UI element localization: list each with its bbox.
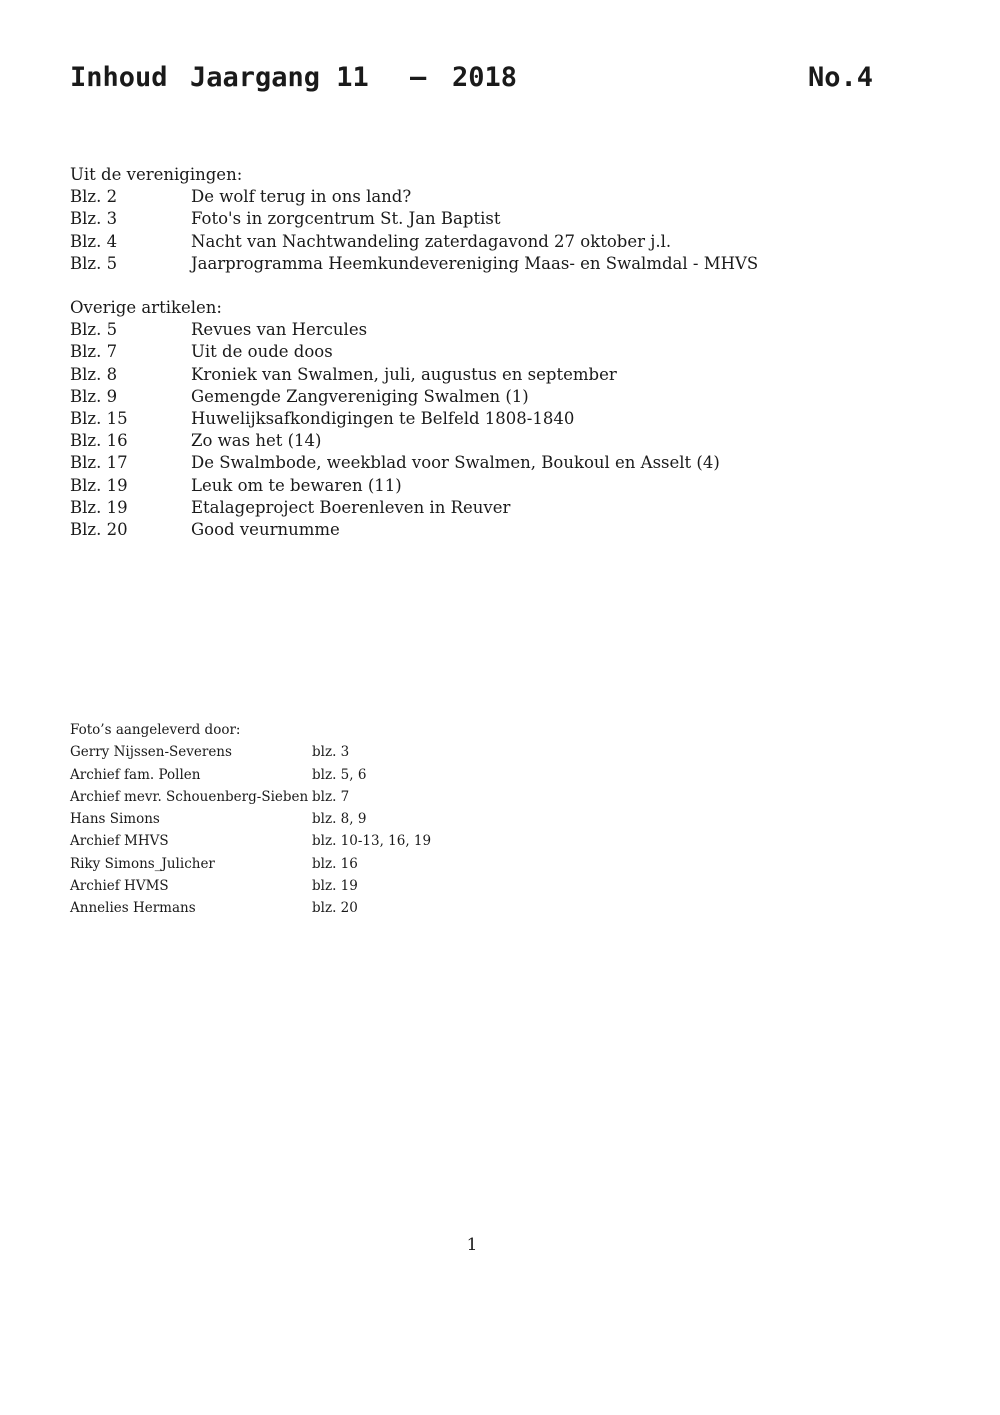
credit-pages: blz. 3 xyxy=(312,744,350,761)
credit-pages: blz. 8, 9 xyxy=(312,811,367,828)
credit-name: Archief MHVS xyxy=(70,833,169,850)
section-verenigingen xyxy=(70,164,830,275)
toc-title: Etalageproject Boerenleven in Reuver xyxy=(191,497,511,517)
page-number: 1 xyxy=(466,1235,478,1255)
credit-entry xyxy=(70,853,570,875)
credit-pages: blz. 5, 6 xyxy=(312,766,367,783)
section-overige-artikelen xyxy=(70,297,830,541)
volume-year: 2018 xyxy=(452,62,518,93)
toc-title: Zo was het (14) xyxy=(191,431,322,451)
toc-page: Blz. 19 xyxy=(70,497,128,517)
toc-entry xyxy=(70,408,830,430)
toc-entry xyxy=(70,430,830,452)
photo-credits xyxy=(70,719,570,920)
toc-page: Blz. 20 xyxy=(70,519,128,539)
toc-page: Blz. 19 xyxy=(70,475,128,495)
toc-title: Kroniek van Swalmen, juli, augustus en september xyxy=(191,364,617,384)
credit-name: Gerry Nijssen-Severens xyxy=(70,744,232,761)
credit-entry xyxy=(70,786,570,808)
toc-title: Gemengde Zangvereniging Swalmen (1) xyxy=(191,386,529,406)
toc-page: Blz. 5 xyxy=(70,320,118,340)
credit-name: Archief mevr. Schouenberg-Sieben xyxy=(70,788,309,805)
toc-title: Nacht van Nachtwandeling zaterdagavond 27 oktober j.l. xyxy=(191,231,672,251)
toc-entry xyxy=(70,231,830,253)
toc-title: Good veurnumme xyxy=(191,519,340,539)
credit-name: Riky Simons_Julicher xyxy=(70,855,215,872)
toc-entry xyxy=(70,319,830,341)
credit-pages: blz. 10-13, 16, 19 xyxy=(312,833,432,850)
credit-pages: blz. 19 xyxy=(312,878,358,895)
section-heading: Overige artikelen: xyxy=(70,298,222,317)
toc-entry xyxy=(70,452,830,474)
credit-pages: blz. 16 xyxy=(312,855,358,872)
section-heading: Uit de verenigingen: xyxy=(70,165,243,184)
credit-entry xyxy=(70,741,570,763)
credit-name: Archief fam. Pollen xyxy=(70,766,201,783)
toc-title: De Swalmbode, weekblad voor Swalmen, Boukoul en Asselt (4) xyxy=(191,453,720,473)
toc-entry xyxy=(70,364,830,386)
toc-entry xyxy=(70,519,830,541)
credit-entry xyxy=(70,764,570,786)
toc-title: De wolf terug in ons land? xyxy=(191,187,412,207)
toc-title: Jaarprogramma Heemkundevereniging Maas- en Swalmdal - MHVS xyxy=(191,253,759,273)
title-word: Inhoud xyxy=(70,62,168,93)
volume-label: Jaargang 11 xyxy=(190,62,369,93)
toc-title: Revues van Hercules xyxy=(191,320,368,340)
credit-entry xyxy=(70,808,570,830)
toc-page: Blz. 8 xyxy=(70,364,118,384)
title-dash: – xyxy=(410,62,427,93)
credit-entry xyxy=(70,830,570,852)
toc-title: Huwelijksafkondigingen te Belfeld 1808-1840 xyxy=(191,408,575,428)
toc-title: Uit de oude doos xyxy=(191,342,333,362)
toc-entry xyxy=(70,186,830,208)
credit-entry xyxy=(70,897,570,919)
toc-page: Blz. 5 xyxy=(70,253,118,273)
page-title xyxy=(70,62,873,102)
credit-name: Hans Simons xyxy=(70,811,160,828)
toc-page: Blz. 16 xyxy=(70,431,128,451)
toc-entry xyxy=(70,208,830,230)
toc-page: Blz. 9 xyxy=(70,386,118,406)
credit-pages: blz. 20 xyxy=(312,900,358,917)
credit-name: Archief HVMS xyxy=(70,878,169,895)
toc-page: Blz. 17 xyxy=(70,453,128,473)
toc-page: Blz. 4 xyxy=(70,231,118,251)
toc-entry xyxy=(70,341,830,363)
credit-pages: blz. 7 xyxy=(312,788,350,805)
credit-entry xyxy=(70,875,570,897)
toc-entry xyxy=(70,253,830,275)
toc-entry xyxy=(70,386,830,408)
toc-page: Blz. 2 xyxy=(70,187,118,207)
toc-title: Foto's in zorgcentrum St. Jan Baptist xyxy=(191,209,501,229)
toc-page: Blz. 3 xyxy=(70,209,118,229)
toc-title: Leuk om te bewaren (11) xyxy=(191,475,402,495)
toc-entry xyxy=(70,475,830,497)
credit-name: Annelies Hermans xyxy=(70,900,196,917)
toc-page: Blz. 15 xyxy=(70,408,128,428)
toc-page: Blz. 7 xyxy=(70,342,118,362)
issue-number: No.4 xyxy=(807,62,873,93)
credits-heading: Foto’s aangeleverd door: xyxy=(70,722,241,738)
toc-entry xyxy=(70,497,830,519)
